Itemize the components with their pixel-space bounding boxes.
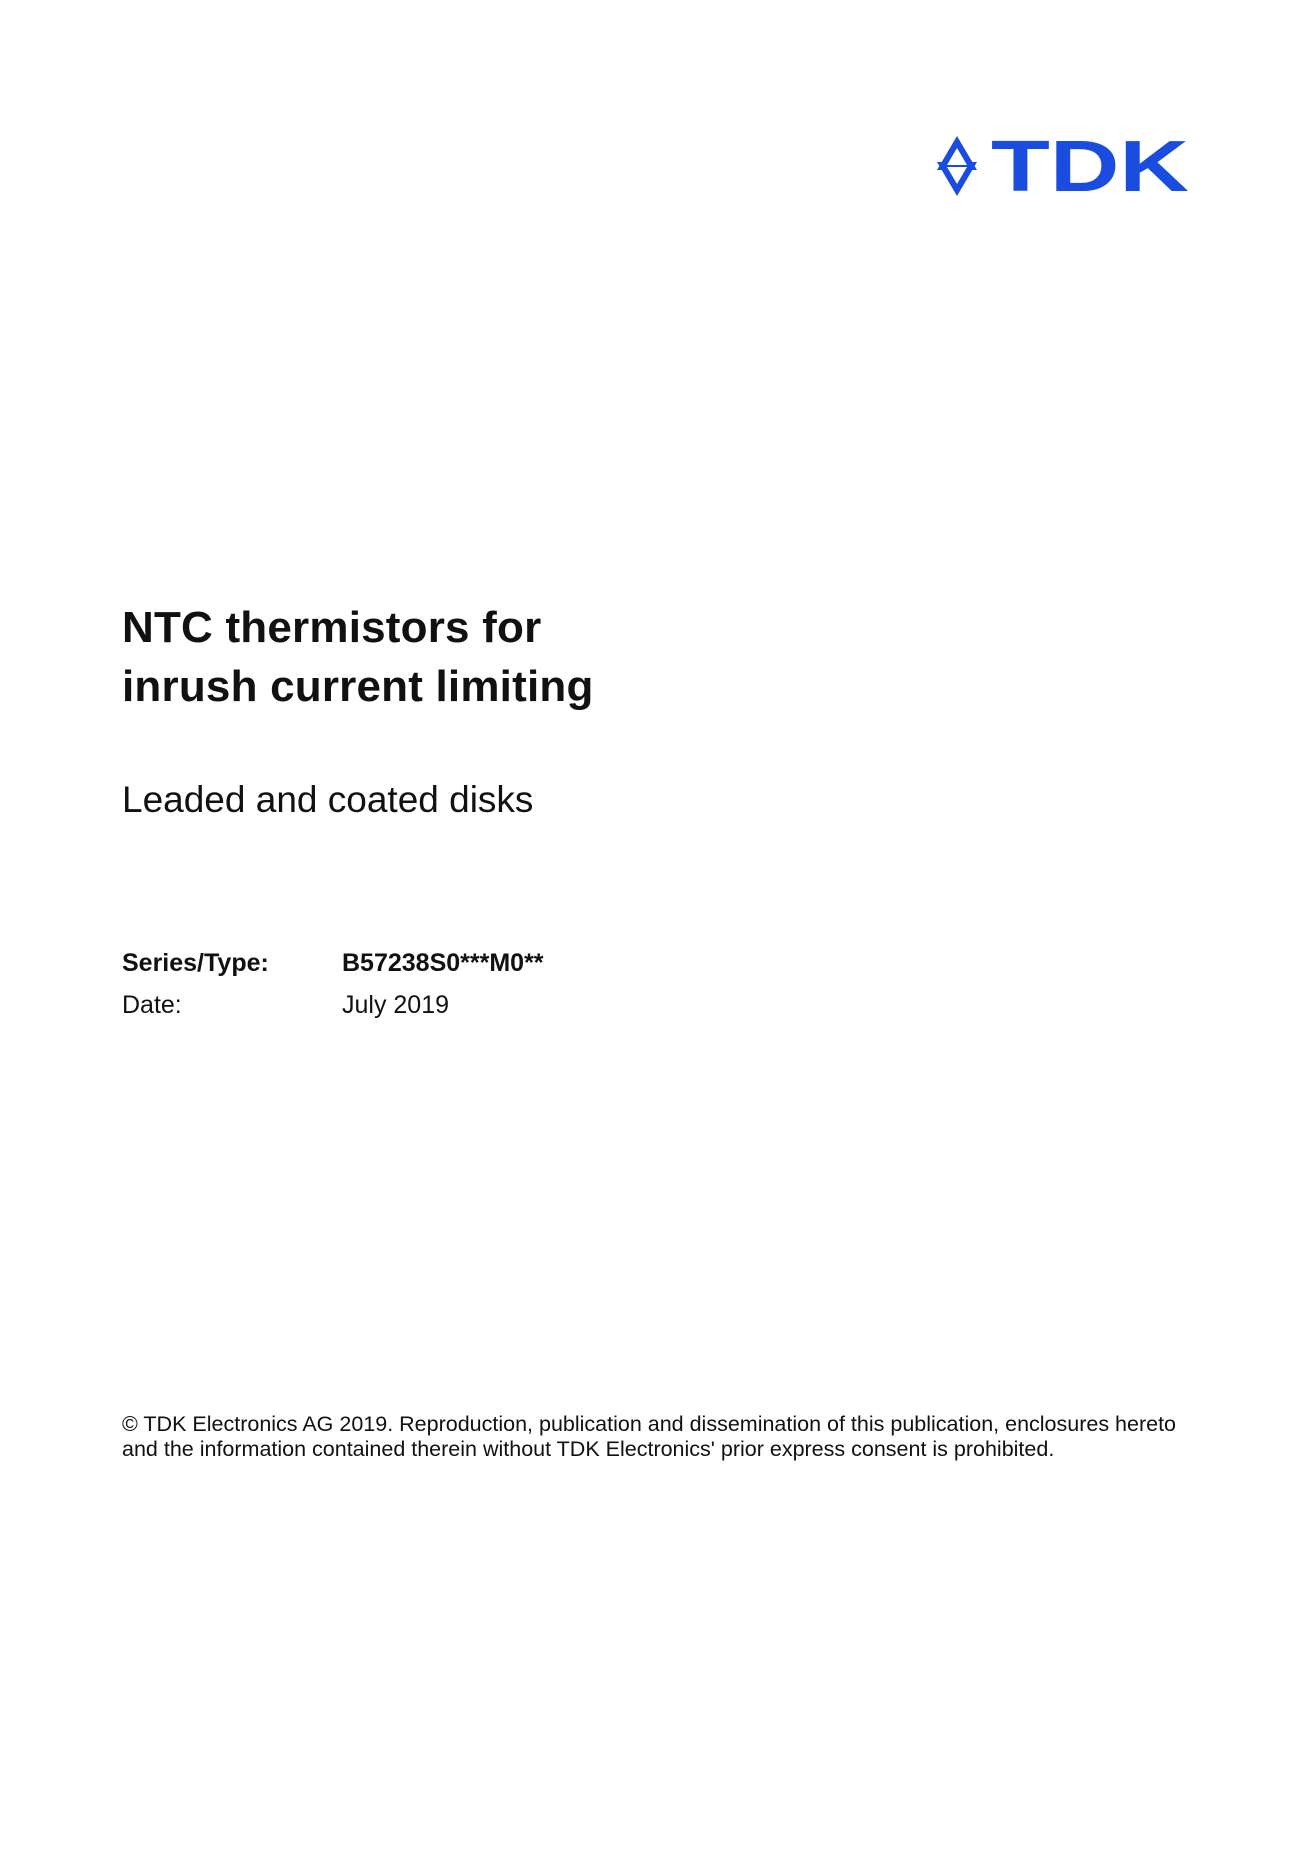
copyright-notice	[122, 1412, 1202, 1462]
date-row	[122, 984, 544, 1026]
document-title	[122, 598, 594, 716]
title-line-1: NTC thermistors for	[122, 603, 542, 652]
tdk-logo	[925, 134, 1191, 198]
date-value: July 2019	[342, 991, 450, 1019]
document-subtitle: Leaded and coated disks	[122, 779, 534, 820]
copyright-line-1: © TDK Electronics AG 2019. Reproduction, publication and dissemination of this publication, enclosures hereto	[122, 1412, 1177, 1436]
date-label: Date:	[122, 991, 182, 1019]
tdk-logo-graphic	[925, 134, 1191, 198]
series-type-value: B57238S0***M0**	[342, 949, 544, 977]
series-type-row	[122, 942, 544, 984]
series-type-label: Series/Type:	[122, 949, 269, 977]
tdk-wordmark: TDK	[991, 134, 1189, 198]
tdk-emblem-icon	[937, 136, 977, 196]
title-line-2: inrush current limiting	[122, 662, 594, 711]
document-meta	[122, 942, 544, 1026]
copyright-line-2: and the information contained therein without TDK Electronics' prior express consent is prohibited.	[122, 1437, 1055, 1461]
